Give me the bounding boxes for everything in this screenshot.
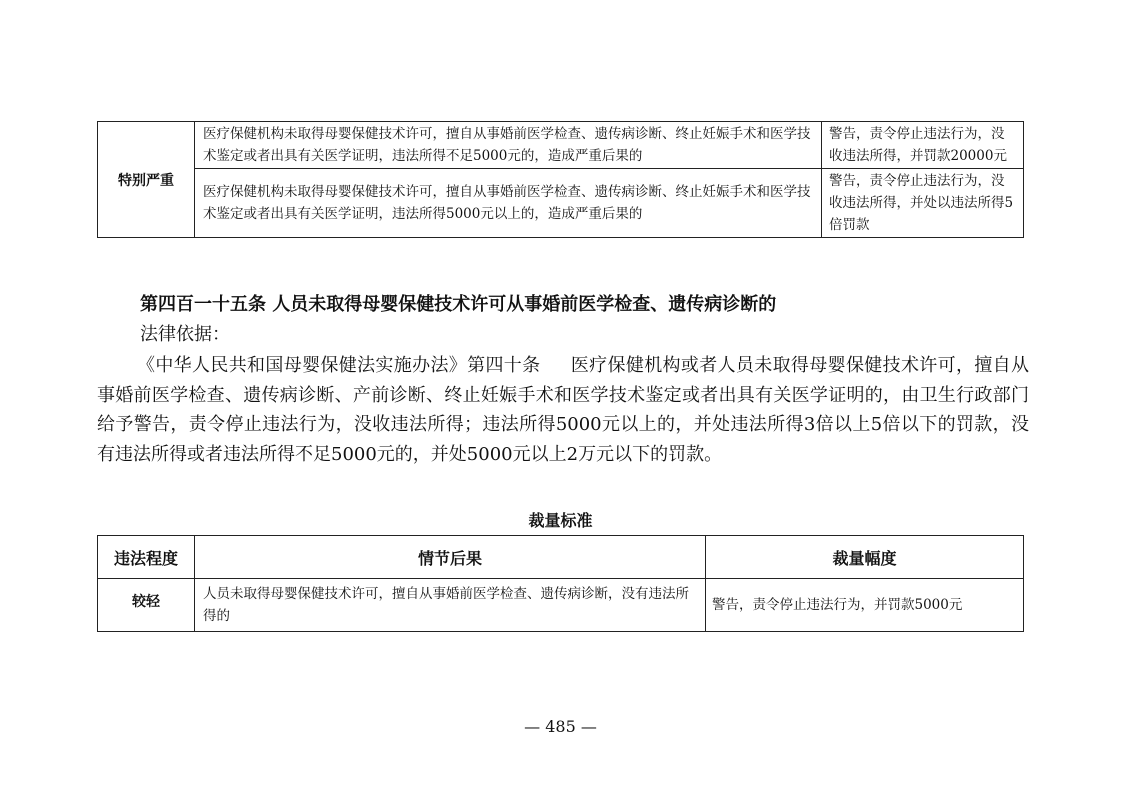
table-row	[98, 579, 1024, 632]
table-row	[98, 122, 1024, 169]
penalty-cell: 警告，责令停止违法行为，没收违法所得，并处以违法所得5倍罚款	[822, 169, 1024, 238]
column-header-circumstance: 情节后果	[195, 536, 706, 579]
legal-basis-source: 《中华人民共和国母婴保健法实施办法》第四十条	[137, 355, 541, 376]
severity-level-cell: 特别严重	[98, 122, 195, 238]
circumstance-cell: 医疗保健机构未取得母婴保健技术许可，擅自从事婚前医学检查、遗传病诊断、终止妊娠手术和医学技术鉴定或者出具有关医学证明，违法所得不足5000元的，造成严重后果的	[195, 122, 822, 169]
column-header-penalty: 裁量幅度	[706, 536, 1024, 579]
penalty-cell: 警告，责令停止违法行为，没收违法所得，并罚款20000元	[822, 122, 1024, 169]
article-heading: 第四百一十五条 人员未取得母婴保健技术许可从事婚前医学检查、遗传病诊断的	[140, 294, 777, 315]
standard-title: 裁量标准	[528, 511, 593, 530]
table-row	[98, 169, 1024, 238]
legal-basis-label: 法律依据：	[140, 324, 230, 345]
circumstance-cell: 人员未取得母婴保健技术许可，擅自从事婚前医学检查、遗传病诊断，没有违法所得的	[195, 579, 706, 632]
table-header-row	[98, 536, 1024, 579]
discretion-standard-table	[97, 535, 1024, 632]
penalty-cell: 警告，责令停止违法行为，并罚款5000元	[706, 579, 1024, 632]
severity-level-cell: 较轻	[98, 579, 195, 632]
legal-basis-text	[97, 351, 1029, 469]
column-header-level: 违法程度	[98, 536, 195, 579]
page-number: — 485 —	[524, 717, 597, 736]
legal-basis-body: 医疗保健机构或者人员未取得母婴保健技术许可，擅自从事婚前医学检查、遗传病诊断、产前诊断、终止妊娠手术和医学技术鉴定或者出具有关医学证明的，由卫生行政部门给予警告，责令停止违法行为，没收违法所得；违法所得5000元以上的，并处违法所得3倍以上5倍以下的罚款，没有违法所得或者违法所得不足5000元的，并处5000元以上2万元以下的罚款。	[97, 355, 1030, 465]
top-discretion-table	[97, 121, 1024, 238]
circumstance-cell: 医疗保健机构未取得母婴保健技术许可，擅自从事婚前医学检查、遗传病诊断、终止妊娠手术和医学技术鉴定或者出具有关医学证明，违法所得5000元以上的，造成严重后果的	[195, 169, 822, 238]
